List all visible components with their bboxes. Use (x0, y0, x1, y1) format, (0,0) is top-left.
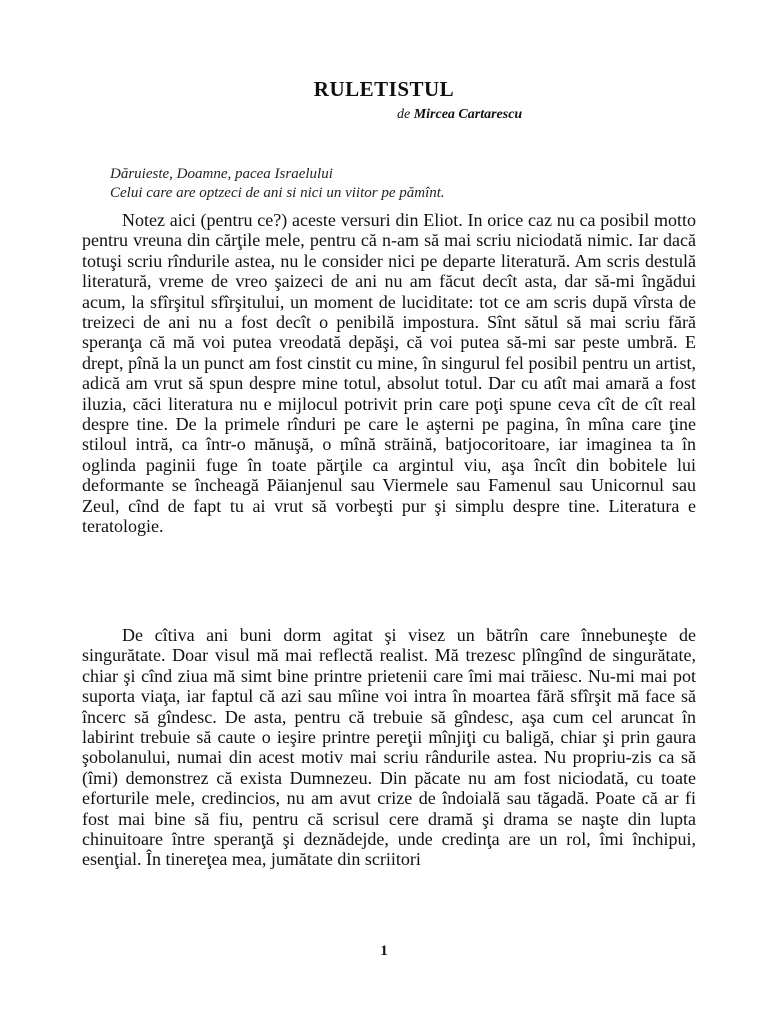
paragraph-text: De cîtiva ani buni dorm agitat şi visez un bătrîn care înnebuneşte de singurătate. Doar visul mă mai reflectă realist. Mă trezesc plîngînd de singurătate, chiar şi cînd ziua mă simt bine printre prietenii care îmi mai trăiesc. Nu-mi mai pot suporta viaţa, iar faptul că azi sau mîine voi intra în moartea fără sfîrşit mă face să încerc să gîndesc. De asta, pentru că trebuie să gîndesc, aşa cum cel aruncat în labirint trebuie să caute o ieşire printre pereţii mînjiţi cu baligă, chiar şi prin gaura şobolanului, numai din acest motiv mai scriu rândurile astea. Nu propriu-zis ca să (îmi) demonstrez că exista Dumnezeu. Din păcate nu am fost niciodată, cu toate eforturile mele, credincios, nu am avut crize de îndoială sau tăgadă. Poate că ar fi fost mai bine să fiu, pentru că scrisul cere dramă şi drama se naşte din lupta chinuitoare între speranţă şi deznădejde, unde credinţa are un rol, îmi închipui, esenţial. În tinereţea mea, jumătate din scriitori (82, 625, 696, 870)
epigraph-line: Celui care are optzeci de ani si nici un viitor pe pămînt. (110, 185, 445, 201)
author-name: Mircea Cartarescu (413, 107, 523, 122)
body-paragraph-2 (82, 625, 696, 870)
author-line (397, 107, 522, 123)
author-prefix: de (397, 107, 411, 122)
epigraph (110, 165, 710, 203)
body-paragraph-1 (82, 210, 696, 537)
document-title: RULETISTUL (313, 77, 455, 101)
paragraph-text: Notez aici (pentru ce?) aceste versuri din Eliot. In orice caz nu ca posibil motto pentru vreuna din cărţile mele, pentru că n-am să mai scriu niciodată nimic. Iar dacă totuşi scriu rîndurile astea, nu le consider nici pe departe literatură. Am scris destulă literatură, vreme de vreo şaizeci de ani nu am făcut decît asta, dar să-mi îngădui acum, la sfîrşitul sfîrşitului, un moment de luciditate: tot ce am scris după vîrsta de treizeci de ani nu a fost decît o penibilă impostura. Sînt sătul să mai scriu fără speranţa că mă voi putea vreodată depăşi, că voi putea să-mi sar peste umbră. E drept, pînă la un punct am fost cinstit cu mine, în singurul fel posibil pentru un artist, adică am vrut să spun despre mine totul, absolut totul. Dar cu atît mai amară a fost iluzia, căci literatura nu e mijlocul potrivit prin care poţi spune ceva cît de cît real despre tine. De la primele rînduri pe care le aşterni pe pagina, în mîna care ţine stiloul intră, ca într-o mănuşă, o mînă străină, batjocoritoare, iar imaginea ta în oglinda paginii fuge în toate părţile ca argintul viu, aşa încît din bobitele lui deformante se încheagă Păianjenul sau Viermele sau Famenul sau Unicornul sau Zeul, cînd de fapt tu ai vrut să vorbeşti pur şi simplu despre tine. Literatura e teratologie. (82, 210, 696, 537)
page-number: 1 (380, 943, 388, 959)
epigraph-line: Dăruieste, Doamne, pacea Israelului (110, 166, 333, 182)
